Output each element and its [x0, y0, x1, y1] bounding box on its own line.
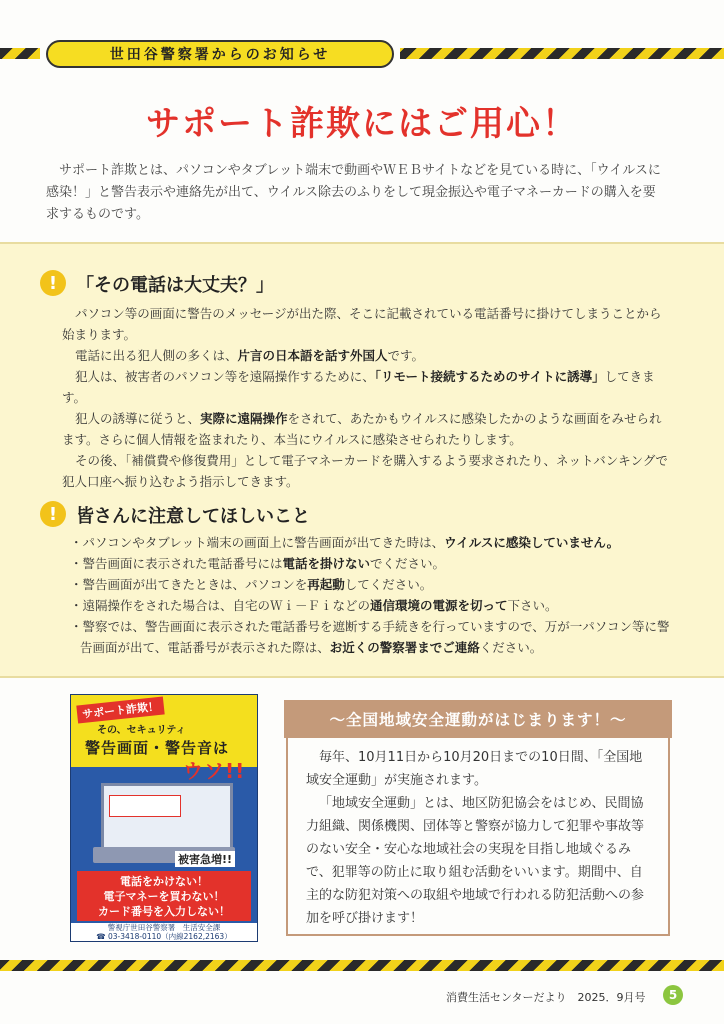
page-title: サポート詐欺にはご用心！ [146, 104, 578, 144]
section1-heading: 「その電話は大丈夫？」 [76, 275, 274, 296]
poster-line2: 警告画面・警告音は [85, 739, 230, 757]
hazard-stripe-top-left [0, 48, 40, 59]
list-item: ・遠隔操作をされた場合は、自宅のＷｉ－Ｆｉなどの通信環境の電源を切って下さい。 [70, 598, 558, 613]
poster-tag: サポート詐欺！ [76, 697, 164, 724]
campaign-p2: 「地域安全運動」とは、地区防犯協会をはじめ、民間協力組織、関係機関、団体等と警察が協力して犯罪や事故等のない安全・安心な地域社会の実現を目指し地域ぐるみで、犯罪等の防止に取り組む活動をいいます。期間中、自主的な防犯対策への取組や地域で行われる防犯活動への参加を呼び掛けます！ [306, 796, 645, 926]
section1-p5: その後、「補償費や修復費用」として電子マネーカードを購入するよう要求されたり、ネットバンキングで犯人口座へ振り込むよう指示してきます。 [62, 453, 668, 489]
poster-warning-2: 電子マネーを買わない！ [103, 890, 225, 903]
section1-body [62, 303, 672, 492]
intro-text: サポート詐欺とは、パソコンやタブレット端末で動画やＷＥＢサイトなどを見ている時に、「ウイルスに感染！」と警告表示や連絡先が出て、ウイルス除去のふりをして現金振込や電子マネーカードの購入を要求するものです。 [46, 163, 661, 222]
laptop-screen [101, 783, 233, 851]
campaign-p1: 毎年、10月11日から10月20日までの10日間、「全国地域安全運動」が実施されます。 [306, 750, 643, 788]
poster-warning-3: カード番号を入力しない！ [98, 905, 230, 918]
poster-warning-1: 電話をかけない！ [120, 875, 208, 888]
poster-warnings [77, 871, 251, 921]
poster-footer-1: 警視庁世田谷警察署 生活安全課 [107, 923, 221, 932]
poster-damage: 被害急増!! [175, 851, 235, 867]
list-item: ・警察では、警告画面に表示された電話番号を遮断する手続きを行っていますので、万が一パソコン等に警告画面が出て、電話番号が表示された際は、お近くの警察署までご連絡ください。 [70, 619, 670, 655]
list-item: ・警告画面が出てきたときは、パソコンを再起動してください。 [70, 577, 433, 592]
list-item: ・警告画面に表示された電話番号には電話を掛けないでください。 [70, 556, 446, 571]
section1-p3: 犯人は、被害者のパソコン等を遠隔操作するために、「リモート接続するためのサイトに誘導」してきます。 [62, 369, 655, 405]
list-item: ・パソコンやタブレット端末の画面上に警告画面が出てきた時は、ウイルスに感染していません。 [70, 535, 620, 550]
campaign-box [286, 738, 670, 936]
notice-badge: 世田谷警察署からのお知らせ [46, 40, 394, 68]
poster-uso: ウソ!! [183, 759, 246, 783]
poster-footer [71, 923, 257, 941]
poster-footer-2: ☎ 03-3418-0110（内線2162,2163） [96, 932, 232, 941]
campaign-title: ～全国地域安全運動がはじまります！～ [284, 700, 672, 738]
hazard-stripe-bottom [0, 960, 724, 971]
exclamation-icon: ! [40, 501, 66, 527]
warning-popup [109, 795, 181, 817]
hazard-stripe-top-right [400, 48, 724, 59]
poster-image [70, 694, 258, 942]
section1-p4: 犯人の誘導に従うと、実際に遠隔操作をされて、あたかもウイルスに感染したかのような画面をみせられます。さらに個人情報を盗まれたり、本当にウイルスに感染させられたりします。 [62, 411, 662, 447]
publication-footer: 消費生活センターだより 2025．9月号 [446, 991, 646, 1004]
section1-p1: パソコン等の画面に警告のメッセージが出た際、そこに記載されている電話番号に掛けてしまうことから始まります。 [62, 306, 662, 342]
exclamation-icon: ! [40, 270, 66, 296]
poster-line1: その、セキュリティ [97, 725, 186, 736]
section2-heading: 皆さんに注意してほしいこと [76, 506, 310, 527]
page-number: 5 [663, 985, 683, 1005]
caution-list [70, 532, 670, 658]
section1-p2: 電話に出る犯人側の多くは、片言の日本語を話す外国人です。 [75, 348, 425, 363]
